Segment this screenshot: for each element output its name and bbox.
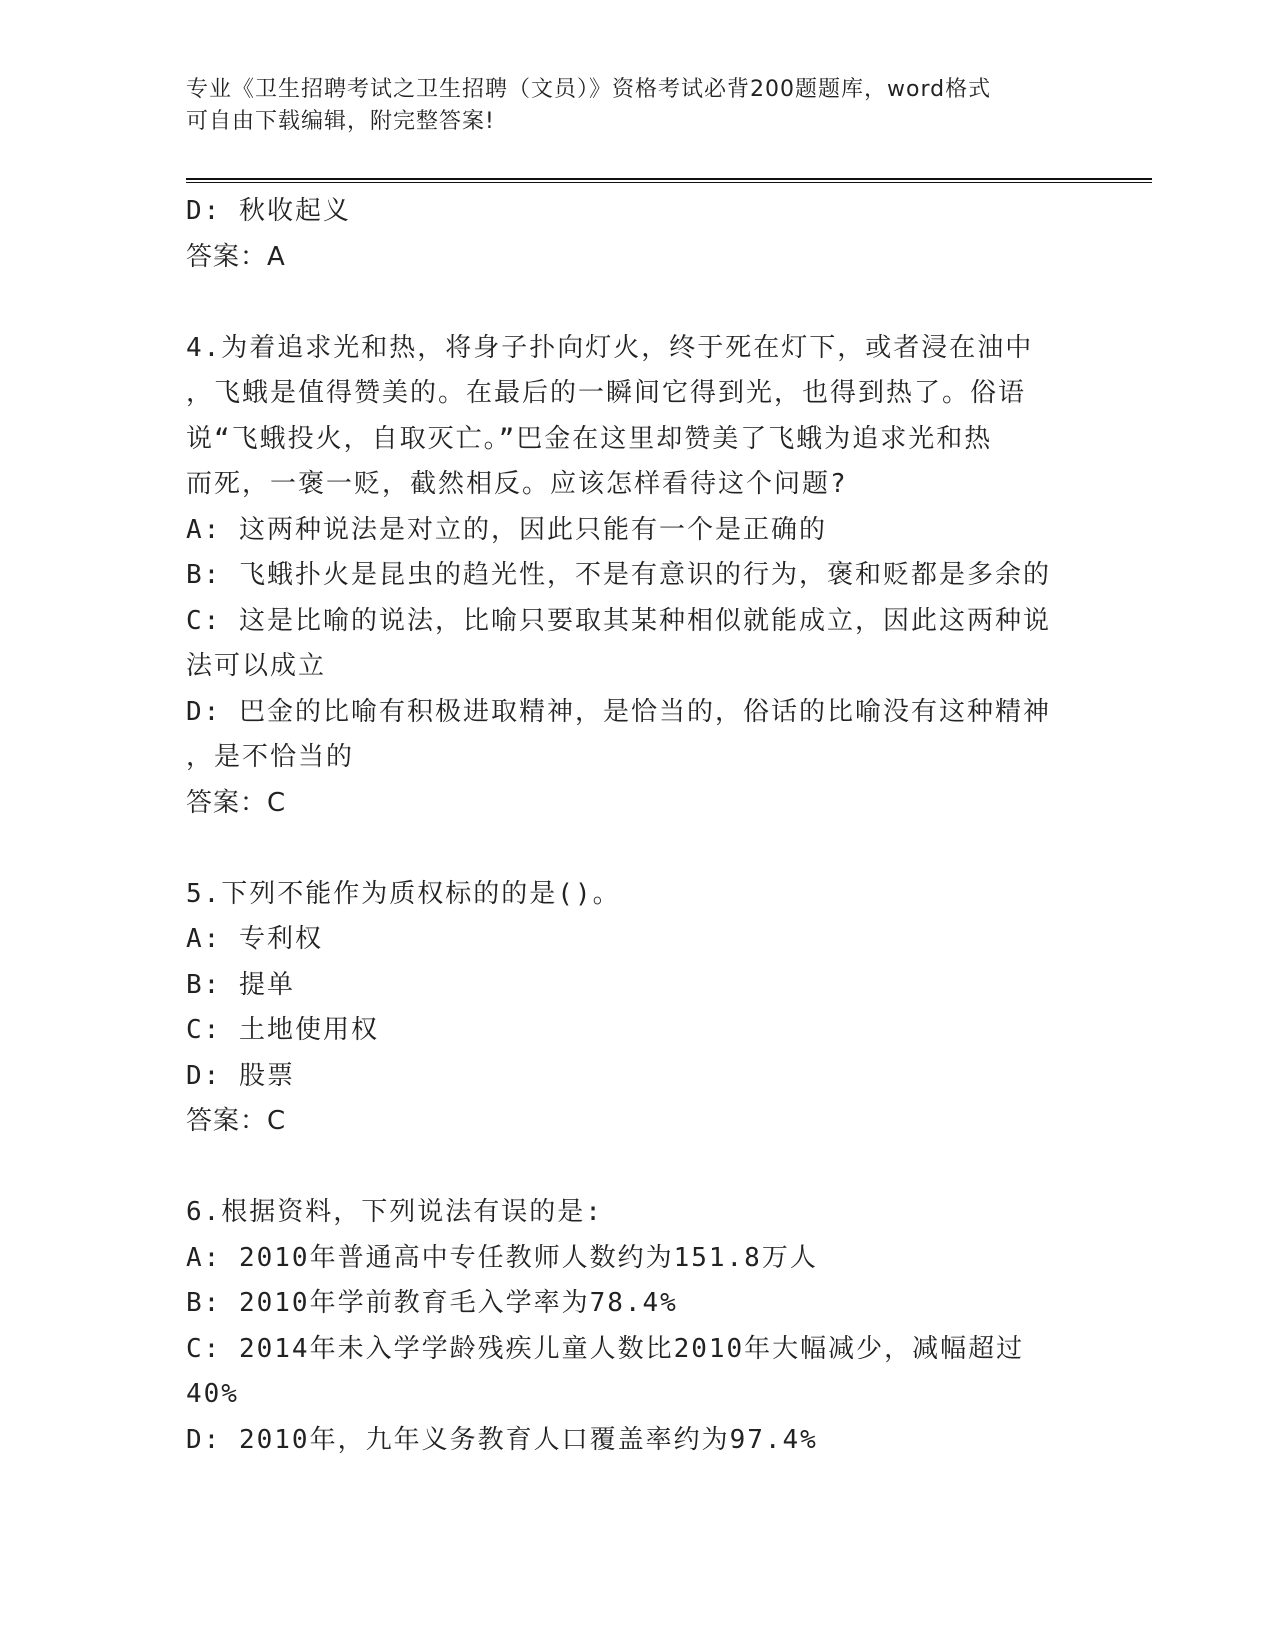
answer-text: 答案：A [186,241,286,272]
option-c-continued: 法可以成立 [186,651,327,681]
spacer [186,280,1086,326]
question-5 [186,872,1086,1145]
spacer [186,1145,1086,1191]
option-c-continued: 40% [186,1379,239,1409]
header-divider [186,178,1152,183]
question-6 [186,1190,1086,1463]
option-c: C: 2014年未入学学龄残疾儿童人数比2010年大幅减少，减幅超过 [186,1333,1025,1364]
option-d-continued: ，是不恰当的 [186,742,355,772]
option-a: A: 2010年普通高中专任教师人数约为151.8万人 [186,1242,818,1273]
header-title-line-2: 可自由下载编辑，附完整答案! [186,109,495,134]
answer-text: 答案：C [186,787,287,818]
option-a: A: 这两种说法是对立的，因此只能有一个是正确的 [186,514,827,545]
option-d: D: 股票 [186,1060,295,1091]
option-b: B: 提单 [186,969,295,1000]
option-a: A: 专利权 [186,924,323,954]
question-stem-line: ，飞蛾是值得赞美的。在最后的一瞬间它得到光，也得到热了。俗语 [186,378,1027,408]
question-stem: 6.根据资料，下列说法有误的是: [186,1197,603,1227]
question-list [186,189,1086,1463]
option-c: C: 这是比喻的说法，比喻只要取其某种相似就能成立，因此这两种说 [186,605,1051,636]
question-stem: 5.下列不能作为质权标的的是()。 [186,878,621,909]
question-stem-line: 4.为着追求光和热，将身子扑向灯火，终于死在灯下，或者浸在油中 [186,332,1034,363]
header-title-line-1: 专业《卫生招聘考试之卫生招聘（文员）》资格考试必背200题题库，word格式 [186,77,992,102]
option-b: B: 飞蛾扑火是昆虫的趋光性，不是有意识的行为，褒和贬都是多余的 [186,560,1051,590]
answer-text: 答案：C [186,1106,287,1136]
option-d: D: 巴金的比喻有积极进取精神，是恰当的，俗话的比喻没有这种精神 [186,696,1051,727]
document-header [186,74,1066,138]
question-stem-line: 而死，一褒一贬，截然相反。应该怎样看待这个问题? [186,469,848,499]
option-b: B: 2010年学前教育毛入学率为78.4% [186,1288,678,1318]
option-c: C: 土地使用权 [186,1015,379,1045]
option-d: D: 秋收起义 [186,196,351,226]
question-3-tail [186,189,1086,280]
question-stem-line: 说“飞蛾投火，自取灭亡。”巴金在这里却赞美了飞蛾为追求光和热 [186,423,993,454]
option-d: D: 2010年，九年义务教育人口覆盖率约为97.4% [186,1424,818,1455]
spacer [186,826,1086,872]
question-4 [186,326,1086,827]
